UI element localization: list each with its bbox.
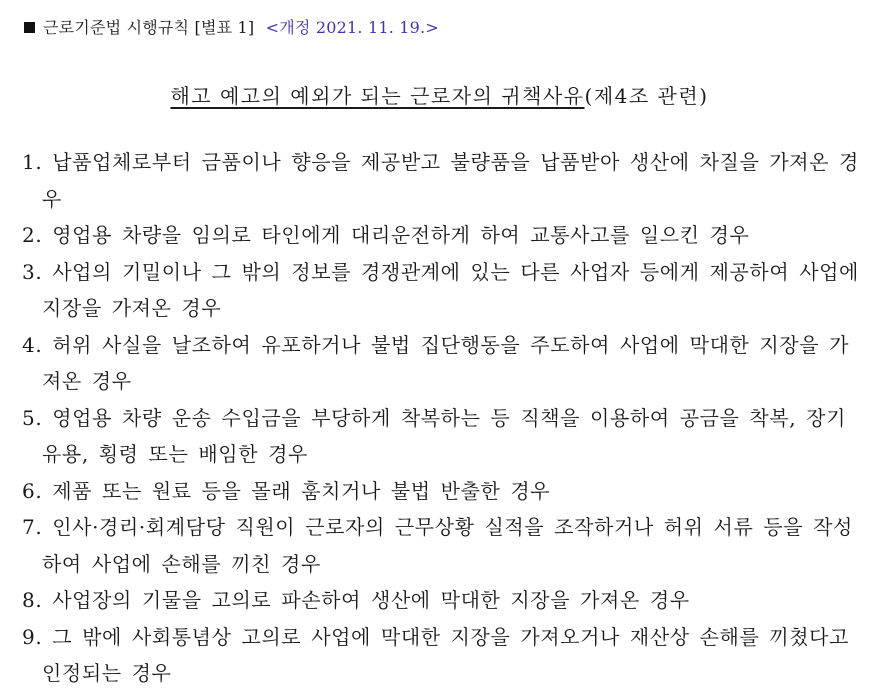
revision-date: <개정 2021. 11. 19.> (265, 18, 439, 37)
reason-list (22, 144, 862, 692)
list-item: 7. 인사·경리·회계담당 직원이 근로자의 근무상황 실적을 조작하거나 허위 서류 등을 작성하여 사업에 손해를 끼친 경우 (22, 515, 853, 576)
list-item: 8. 사업장의 기물을 고의로 파손하여 생산에 막대한 지장을 가져온 경우 (22, 588, 690, 612)
square-bullet-icon (24, 22, 35, 33)
list-item: 1. 납품업체로부터 금품이나 향응을 제공받고 불량품을 납품받아 생산에 차질을 가져온 경우 (22, 150, 859, 211)
annex-label: [별표 1] (194, 18, 255, 37)
list-item: 5. 영업용 차량 운송 수입금을 부당하게 착복하는 등 직책을 이용하여 공금을 착복, 장기유용, 횡령 또는 배임한 경우 (22, 405, 847, 466)
list-item: 6. 제품 또는 원료 등을 몰래 훔치거나 불법 반출한 경우 (22, 478, 551, 503)
title-main: 해고 예고의 예외가 되는 근로자의 귀책사유 (170, 84, 585, 108)
list-item: 9. 그 밖에 사회통념상 고의로 사업에 막대한 지장을 가져오거나 재산상 손해를 끼쳤다고 인정되는 경우 (22, 624, 850, 685)
page-title (0, 82, 879, 110)
list-item: 3. 사업의 기밀이나 그 밖의 정보를 경쟁관계에 있는 다른 사업자 등에게 제공하여 사업에 지장을 가져온 경우 (22, 259, 859, 320)
list-item: 2. 영업용 차량을 임의로 타인에게 대리운전하게 하여 교통사고를 일으킨 경우 (22, 223, 750, 247)
title-suffix: (제4조 관련) (584, 84, 709, 108)
document-header (24, 16, 439, 40)
law-name: 근로기준법 시행규칙 (43, 18, 190, 37)
list-item: 4. 허위 사실을 날조하여 유포하거나 불법 집단행동을 주도하여 사업에 막대한 지장을 가져온 경우 (22, 332, 850, 393)
